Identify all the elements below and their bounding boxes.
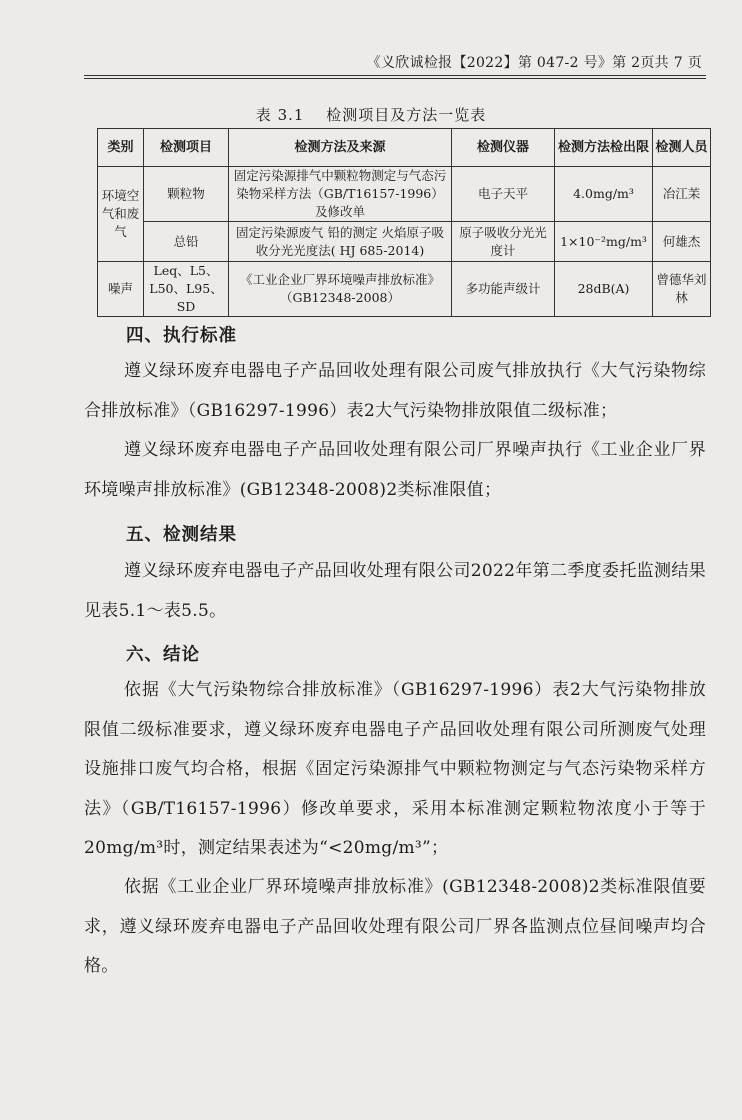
- methods-table: [97, 128, 711, 317]
- cell-limit: 1×10⁻²mg/m³: [555, 222, 653, 262]
- section-title: 六、结论: [126, 645, 200, 665]
- cell-staff: 冶江苿: [653, 167, 711, 222]
- col-header: 检测方法检出限: [555, 129, 653, 167]
- cell-method: 《工业企业厂界环境噪声排放标准》（GB12348-2008）: [229, 262, 452, 317]
- header-rule: [84, 75, 706, 76]
- col-header: 检测仪器: [452, 129, 555, 167]
- col-header: 检测项目: [144, 129, 229, 167]
- header-rule-thin: [84, 78, 706, 79]
- col-header: 检测方法及来源: [229, 129, 452, 167]
- cell-instrument: 电子天平: [452, 167, 555, 222]
- cell-method: 固定污染源废气 铅的测定 火焰原子吸收分光光度法( HJ 685-2014): [229, 222, 452, 262]
- table-row: [98, 222, 711, 262]
- page-header: 《义欣诚检报【2022】第 047-2 号》第 2页共 7 页: [366, 55, 702, 71]
- paragraph: 依据《工业企业厂界环境噪声排放标准》(GB12348-2008)2类标准限值要求，遵义绿环废弃电器电子产品回收处理有限公司厂界各监测点位昼间噪声均合格。: [84, 877, 706, 976]
- paragraph: 遵义绿环废弃电器电子产品回收处理有限公司厂界噪声执行《工业企业厂界环境噪声排放标准》(GB12348-2008)2类标准限值；: [84, 440, 706, 500]
- cell-item: Leq、L5、L50、L95、SD: [144, 262, 229, 317]
- section-title: 五、检测结果: [126, 525, 237, 545]
- cell-staff: 曾德华刘林: [653, 262, 711, 317]
- paragraph: 遵义绿环废弃电器电子产品回收处理有限公司废气排放执行《大气污染物综合排放标准》（GB16297-1996）表2大气污染物排放限值二级标准；: [84, 361, 706, 421]
- cell-item: 颗粒物: [144, 167, 229, 222]
- cell-category: 环境空气和废气: [98, 167, 144, 262]
- col-header: 类别: [98, 129, 144, 167]
- paragraph: 遵义绿环废弃电器电子产品回收处理有限公司2022年第二季度委托监测结果见表5.1～表5.5。: [84, 561, 706, 621]
- cell-method: 固定污染源排气中颗粒物测定与气态污染物采样方法（GB/T16157-1996）及修改单: [229, 167, 452, 222]
- table-row: [98, 167, 711, 222]
- cell-limit: 28dB(A): [555, 262, 653, 317]
- table-header-row: [98, 129, 711, 167]
- table-caption: 表 3.1 检测项目及方法一览表: [255, 106, 487, 124]
- table-row: [98, 262, 711, 317]
- paragraph: 依据《大气污染物综合排放标准》（GB16297-1996）表2大气污染物排放限值二级标准要求，遵义绿环废弃电器电子产品回收处理有限公司所测废气处理设施排口废气均合格，根据《固定污染源排气中颗粒物测定与气态污染物采样方法》（GB/T16157-1996）修改单要求，采用本标准测定颗粒物浓度小于等于20mg/m³时，测定结果表述为“<20mg/m³”；: [84, 680, 706, 858]
- col-header: 检测人员: [653, 129, 711, 167]
- cell-instrument: 原子吸收分光光度计: [452, 222, 555, 262]
- cell-item: 总铅: [144, 222, 229, 262]
- cell-staff: 何雄杰: [653, 222, 711, 262]
- cell-limit: 4.0mg/m³: [555, 167, 653, 222]
- cell-instrument: 多功能声级计: [452, 262, 555, 317]
- section-title: 四、执行标准: [126, 326, 237, 346]
- cell-category: 噪声: [98, 262, 144, 317]
